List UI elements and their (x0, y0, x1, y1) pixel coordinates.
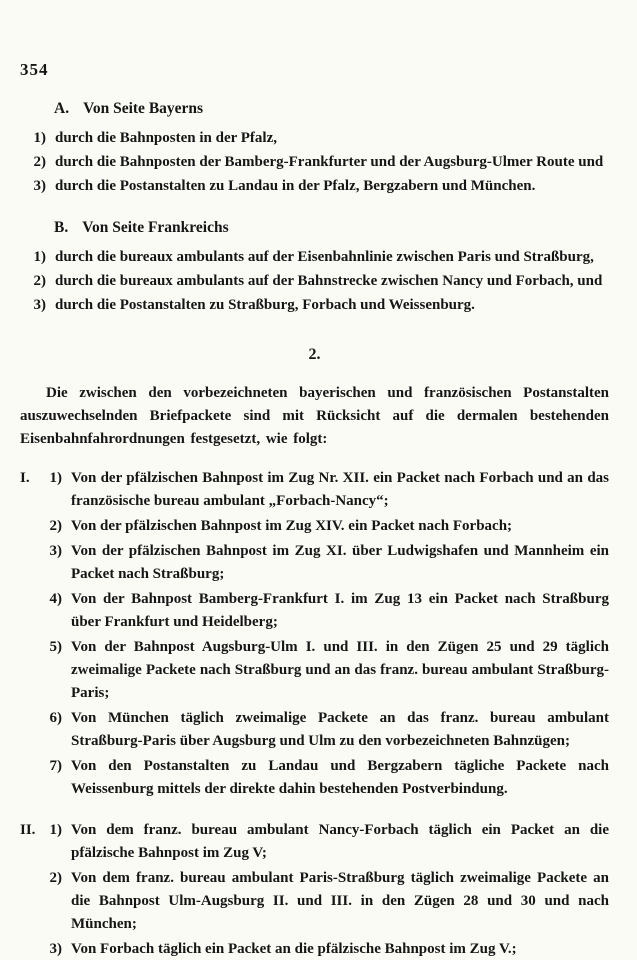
clause-ii (20, 819, 609, 960)
list-item (20, 294, 609, 317)
item-text: durch die bureaux ambulants auf der Bahnstrecke zwischen Nancy und Forbach, und (55, 273, 603, 289)
item-marker: 2) (33, 154, 46, 170)
clause-i (20, 467, 609, 803)
list-item (40, 867, 609, 936)
item-text: durch die Postanstalten zu Straßburg, Forbach und Weissenburg. (55, 297, 475, 313)
section-b-marker: B. (54, 219, 69, 236)
list-item (40, 819, 609, 865)
item-marker: 3) (49, 941, 62, 957)
section-a-title: Von Seite Bayerns (83, 100, 204, 117)
item-marker: 1) (49, 822, 62, 838)
list-item (20, 127, 609, 150)
list-item (40, 540, 609, 586)
item-marker: 2) (49, 870, 62, 886)
item-marker: 3) (33, 297, 46, 313)
item-marker: 3) (33, 178, 46, 194)
item-text: Von Forbach täglich ein Packet an die pfälzische Bahnpost im Zug V.; (71, 941, 517, 957)
clause-i-items (40, 467, 609, 803)
section-a-marker: A. (54, 100, 70, 117)
item-text: Von dem franz. bureau ambulant Paris-Straßburg täglich zweimalige Packete an die Bahnpost Ulm-Augsburg II. und III. in den Zügen 28 und 30 und nach München; (71, 870, 609, 932)
list-item (40, 467, 609, 513)
item-text: durch die Postanstalten zu Landau in der Pfalz, Bergzabern und München. (55, 178, 536, 194)
item-text: Von dem franz. bureau ambulant Nancy-Forbach täglich ein Packet an die pfälzische Bahnpost im Zug V; (71, 822, 609, 861)
item-text: durch die bureaux ambulants auf der Eisenbahnlinie zwischen Paris und Straßburg, (55, 249, 594, 265)
list-item (20, 175, 609, 198)
article-intro-paragraph: Die zwischen den vorbezeichneten bayerischen und französischen Postanstalten auszuwechselnden Briefpackete sind mit Rücksicht auf die dermalen bestehenden Eisenbahnfahrordnungen festgesetzt, wie folgt: (20, 385, 609, 447)
section-a-heading (54, 97, 609, 120)
item-marker: 1) (33, 249, 46, 265)
item-text: Von den Postanstalten zu Landau und Bergzabern tägliche Packete nach Weissenburg mittels der direkte dahin bestehenden Postverbindung. (71, 758, 609, 797)
item-marker: 2) (33, 273, 46, 289)
list-item (40, 515, 609, 538)
section-b-title: Von Seite Frankreichs (82, 219, 229, 236)
item-marker: 1) (33, 130, 46, 146)
item-text: Von der pfälzischen Bahnpost im Zug XI. über Ludwigshafen und Mannheim ein Packet nach Straßburg; (71, 543, 609, 582)
item-marker: 5) (49, 639, 62, 655)
item-marker: 7) (49, 758, 62, 774)
item-marker: 3) (49, 543, 62, 559)
item-marker: 4) (49, 591, 62, 607)
list-item (40, 636, 609, 705)
article-number: 2. (308, 346, 321, 363)
item-marker: 2) (49, 518, 62, 534)
list-item (20, 151, 609, 174)
item-text: durch die Bahnposten in der Pfalz, (55, 130, 277, 146)
item-text: Von der Bahnpost Bamberg-Frankfurt I. im Zug 13 ein Packet nach Straßburg über Frankfurt und Heidelberg; (71, 591, 609, 630)
item-text: Von München täglich zweimalige Packete an das franz. bureau ambulant Straßburg-Paris über Augsburg und Ulm zu den vorbezeichneten Bahnzügen; (71, 710, 609, 749)
clause-ii-numeral: II. (20, 822, 36, 838)
item-text: Von der pfälzischen Bahnpost im Zug XIV. ein Packet nach Forbach; (71, 518, 513, 534)
list-item (40, 755, 609, 801)
item-text: Von der pfälzischen Bahnpost im Zug Nr. XII. ein Packet nach Forbach und an das französische bureau ambulant „Forbach-Nancy“; (71, 470, 609, 509)
item-marker: 1) (49, 470, 62, 486)
section-von-seite-bayerns (20, 97, 609, 198)
clause-ii-items (40, 819, 609, 960)
page-number: 354 (20, 60, 49, 79)
item-text: Von der Bahnpost Augsburg-Ulm I. und III. in den Zügen 25 und 29 täglich zweimalige Packete nach Straßburg und an das franz. bureau ambulant Straßburg-Paris; (71, 639, 609, 701)
list-item (20, 270, 609, 293)
section-b-heading (54, 216, 609, 239)
item-text: durch die Bahnposten der Bamberg-Frankfurter und der Augsburg-Ulmer Route und (55, 154, 604, 170)
section-von-seite-frankreichs (20, 216, 609, 317)
list-item (20, 246, 609, 269)
list-item (40, 938, 609, 960)
item-marker: 6) (49, 710, 62, 726)
clause-i-numeral: I. (20, 470, 30, 486)
list-item (40, 707, 609, 753)
list-item (40, 588, 609, 634)
